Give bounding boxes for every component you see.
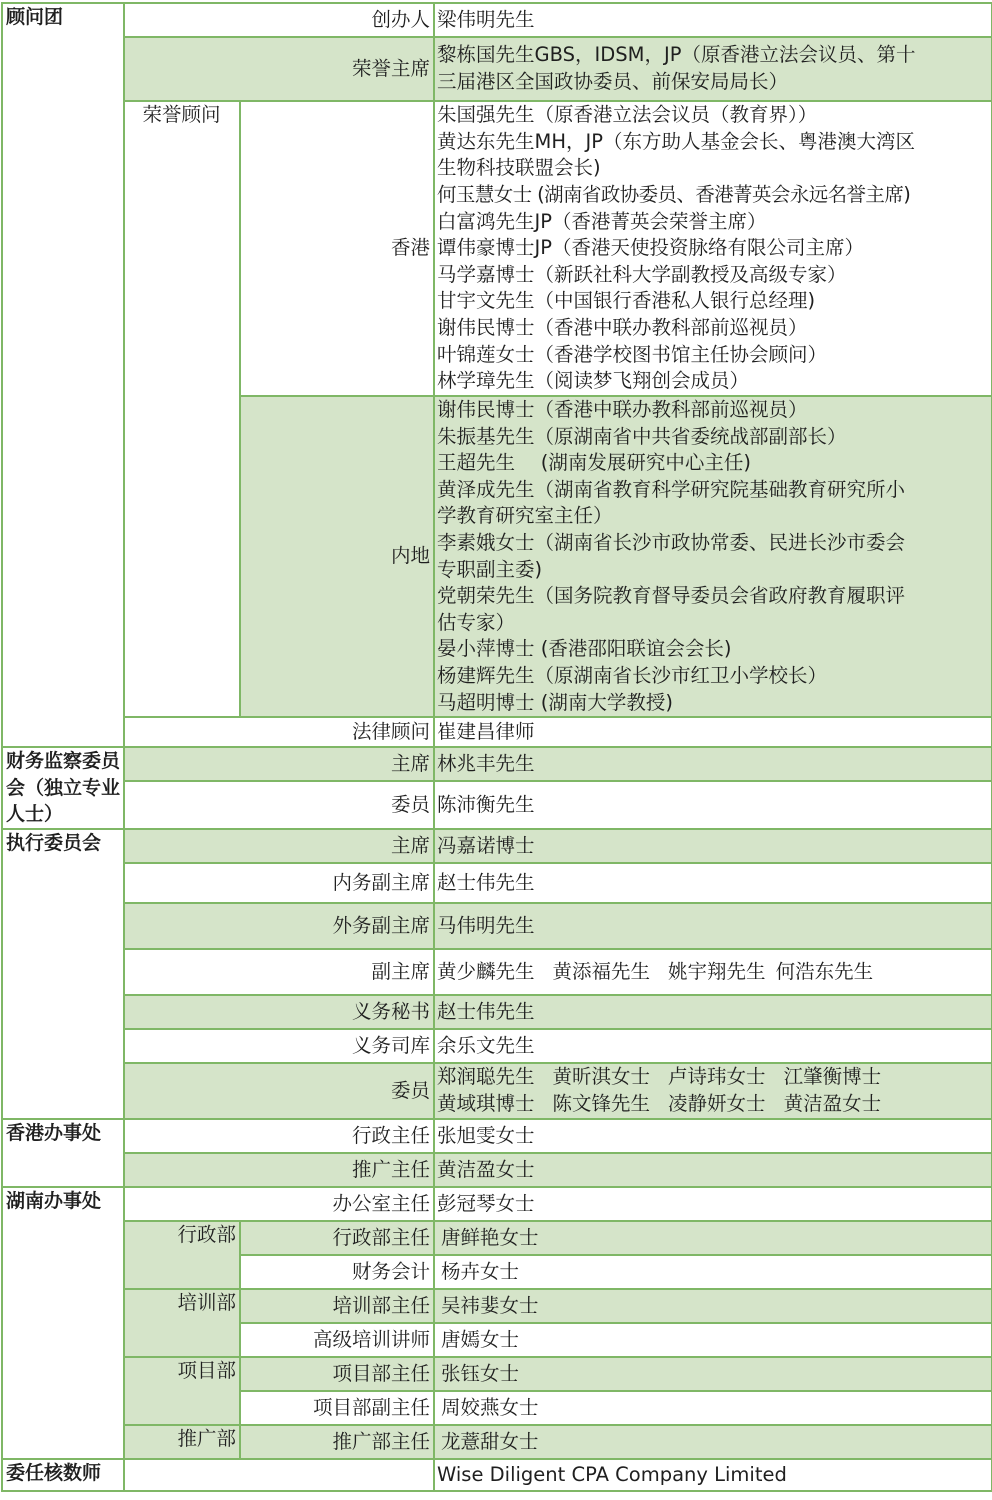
exec-chair-label: 主席	[124, 829, 434, 863]
training-dept-label: 培训部	[124, 1289, 240, 1357]
vc-external-label: 外务副主席	[124, 903, 434, 949]
hn-office-head-value: 彭冠琴女士	[434, 1187, 992, 1221]
admin-head-value: 唐鲜艳女士	[434, 1221, 992, 1255]
hk-promo-label: 推广主任	[124, 1153, 434, 1187]
treasurer-value: 余乐文先生	[434, 1029, 992, 1063]
exec-members-value: 郑润聪先生 黄昕淇女士 卢诗玮女士 江肇衡博士 黄域琪博士 陈文锋先生 凌静妍女士 黄洁盈女士	[434, 1063, 992, 1119]
founder-label: 创办人	[124, 3, 434, 37]
legal-adviser-value: 崔建昌律师	[434, 717, 992, 747]
organization-table	[1, 2, 992, 1492]
section-exec: 执行委员会	[2, 829, 124, 1119]
section-auditor: 委任核数师	[2, 1459, 124, 1491]
training-head-label: 培训部主任	[240, 1289, 434, 1323]
project-head-label: 项目部主任	[240, 1357, 434, 1391]
hon-chair-value: 黎栋国先生GBS，IDSM，JP（原香港立法会议员、第十 三届港区全国政协委员、前保安局局长）	[434, 37, 992, 101]
vice-chairs-label: 副主席	[124, 949, 434, 995]
project-deputy-value: 周姣燕女士	[434, 1391, 992, 1425]
auditor-spacer	[124, 1459, 434, 1491]
secretary-value: 赵士伟先生	[434, 995, 992, 1029]
exec-members-label: 委员	[124, 1063, 434, 1119]
section-finance: 财务监察委员会（独立专业人士）	[2, 747, 124, 829]
lecturer-label: 高级培训讲师	[240, 1323, 434, 1357]
acct-value: 杨卉女士	[434, 1255, 992, 1289]
project-deputy-label: 项目部副主任	[240, 1391, 434, 1425]
training-head-value: 吴祎婓女士	[434, 1289, 992, 1323]
founder-value: 梁伟明先生	[434, 3, 992, 37]
section-hk-office: 香港办事处	[2, 1119, 124, 1187]
admin-dept-label: 行政部	[124, 1221, 240, 1289]
exec-chair-value: 冯嘉诺博士	[434, 829, 992, 863]
vc-external-value: 马伟明先生	[434, 903, 992, 949]
hk-admin-label: 行政主任	[124, 1119, 434, 1153]
treasurer-label: 义务司库	[124, 1029, 434, 1063]
section-advisory: 顾问团	[2, 3, 124, 747]
secretary-label: 义务秘书	[124, 995, 434, 1029]
hon-adviser-label: 荣誉顾问	[124, 101, 240, 717]
hk-advisers-label: 香港	[240, 101, 434, 396]
admin-head-label: 行政部主任	[240, 1221, 434, 1255]
vice-chairs-value: 黄少麟先生 黄添福先生 姚宇翔先生 何浩东先生	[434, 949, 992, 995]
finance-member-label: 委员	[124, 781, 434, 829]
project-head-value: 张钰女士	[434, 1357, 992, 1391]
project-dept-label: 项目部	[124, 1357, 240, 1425]
hon-chair-label: 荣誉主席	[124, 37, 434, 101]
legal-adviser-label: 法律顾问	[124, 717, 434, 747]
auditor-value: Wise Diligent CPA Company Limited	[434, 1459, 992, 1491]
hk-promo-value: 黄洁盈女士	[434, 1153, 992, 1187]
promo-dept-label: 推广部	[124, 1425, 240, 1459]
finance-chair-value: 林兆丰先生	[434, 747, 992, 781]
finance-chair-label: 主席	[124, 747, 434, 781]
acct-label: 财务会计	[240, 1255, 434, 1289]
hk-advisers-list: 朱国强先生（原香港立法会议员（教育界）） 黄达东先生MH，JP（东方助人基金会长、粤港澳大湾区 生物科技联盟会长) 何玉慧女士 (湖南省政协委员、香港菁英会永远名誉主席) 白富鸿先生JP（香港菁英会荣誉主席） 谭伟豪博士JP（香港天使投资脉络有限公司主席） 马学嘉博士（新跃社科大学副教授及高级专家） 甘宇文先生（中国银行香港私人银行总经理) 谢伟民博士（香港中联办教科部前巡视员） 叶锦莲女士（香港学校图书馆主任协会顾问） 林学璋先生（阅读梦飞翔创会成员）	[434, 101, 992, 396]
promo-head-label: 推广部主任	[240, 1425, 434, 1459]
mainland-advisers-list: 谢伟民博士（香港中联办教科部前巡视员） 朱振基先生（原湖南省中共省委统战部副部长） 王超先生 (湖南发展研究中心主任) 黄泽成先生（湖南省教育科学研究院基础教育研究所小 学教育研究室主任） 李素娥女士（湖南省长沙市政协常委、民进长沙市委会 专职副主委) 党朝荣先生（国务院教育督导委员会省政府教育履职评 估专家） 晏小萍博士 (香港邵阳联谊会会长) 杨建辉先生（原湖南省长沙市红卫小学校长） 马超明博士 (湖南大学教授)	[434, 396, 992, 717]
vc-internal-value: 赵士伟先生	[434, 863, 992, 903]
section-hn-office: 湖南办事处	[2, 1187, 124, 1459]
hn-office-head-label: 办公室主任	[124, 1187, 434, 1221]
promo-head-value: 龙薏甜女士	[434, 1425, 992, 1459]
mainland-advisers-label: 内地	[240, 396, 434, 717]
vc-internal-label: 内务副主席	[124, 863, 434, 903]
hk-admin-value: 张旭雯女士	[434, 1119, 992, 1153]
finance-member-value: 陈沛衡先生	[434, 781, 992, 829]
lecturer-value: 唐嫣女士	[434, 1323, 992, 1357]
